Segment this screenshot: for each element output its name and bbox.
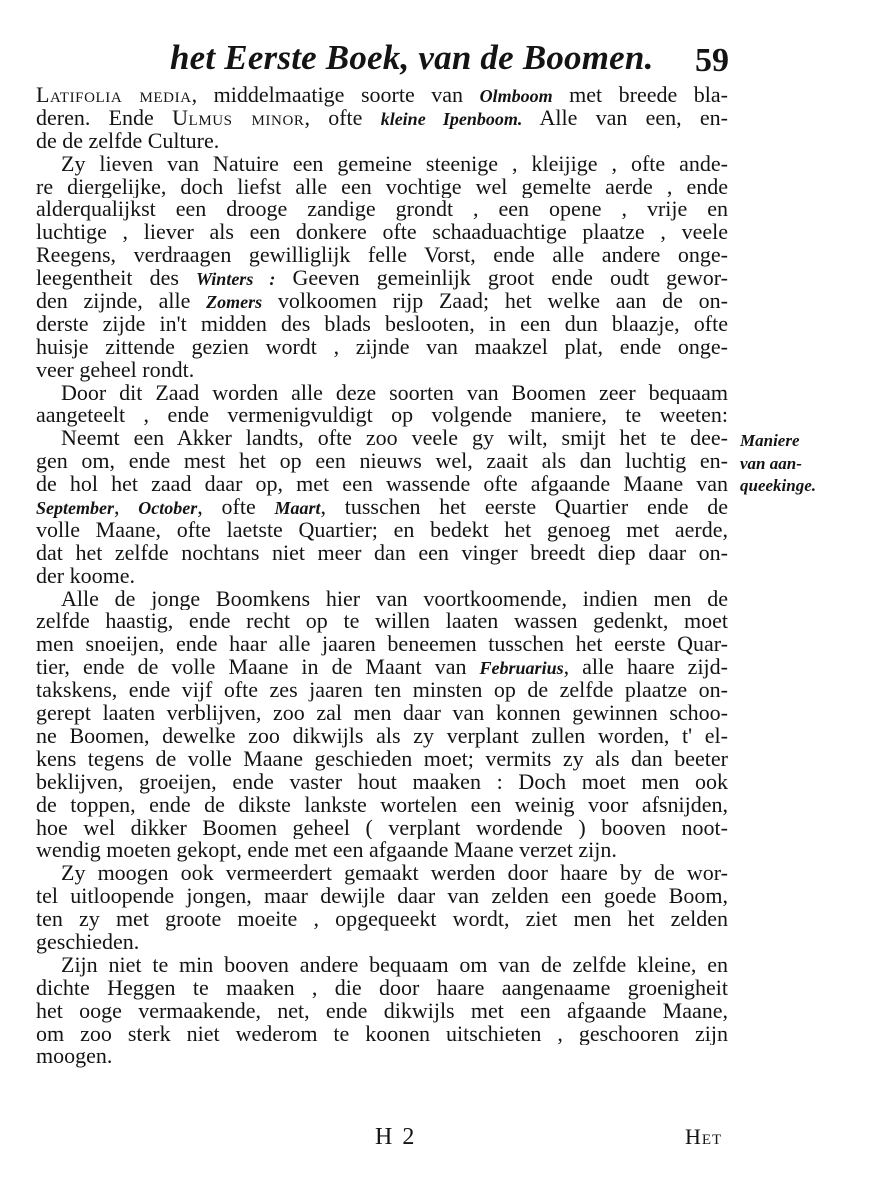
text-line [36, 588, 728, 611]
text-run: veer geheel rondt. [36, 358, 195, 382]
text-run: tel uitloopende jongen, maar dewijle daar van zelden een goede Boom, [36, 885, 728, 909]
page-footer [0, 1124, 879, 1164]
text-run: derste zijde in't midden des blads beslooten, in een dun blaazje, ofte [36, 312, 728, 336]
text-line [36, 267, 728, 290]
italic-term: Olmboom [479, 86, 553, 106]
text-line [36, 542, 728, 565]
text-run: men snoeijen, ende haar alle jaaren beneemen tusschen het eerste Quar- [36, 633, 728, 657]
text-line [36, 427, 728, 450]
text-line [36, 931, 728, 954]
margin-note-line: Maniere [740, 431, 800, 450]
text-line [36, 107, 728, 130]
text-line [36, 382, 728, 405]
small-caps-term: Latifolia media [36, 84, 192, 107]
text-run: ne Boomen, dewelke zoo dikwijls als zy verplant zullen worden, t' el- [36, 724, 728, 748]
text-run: beklijven, groeijen, ende vaster hout maaken : Doch moet men ook [36, 770, 728, 794]
text-run: , alle haare zijd- [563, 656, 728, 680]
text-run: volle Maane, ofte laetste Quartier; en bedekt het genoeg met aerde, [36, 518, 728, 542]
text-line [36, 313, 728, 336]
italic-term: Februarius [479, 658, 564, 679]
text-line [36, 290, 728, 313]
text-line [36, 496, 728, 519]
text-run: gen om, ende mest het op een nieuws wel, zaait als dan luchtig en- [36, 450, 728, 474]
text-line [36, 404, 728, 427]
text-run: deren. Ende [36, 106, 173, 130]
text-run: Zy lieven van Natuire een gemeine steenige , kleijige , ofte ande- [61, 152, 728, 176]
text-line [36, 702, 728, 725]
text-run: zelfde haastig, ende recht op te willen laaten wassen gedenkt, moet [36, 610, 728, 634]
text-run: dat het zelfde nochtans niet meer dan een vinger breedt diep daar on- [36, 541, 728, 565]
text-run: de toppen, ende de dikste lankste wortelen een weinig voor afsnijden, [36, 793, 728, 817]
text-line [36, 1023, 728, 1046]
text-run: gerept laaten verblijven, zoo zal men daar van konnen gewinnen schoo- [36, 702, 728, 725]
italic-term: Winters : [195, 269, 276, 290]
text-run: hoe wel dikker Boomen geheel ( verplant wordende ) booven noot- [36, 816, 728, 840]
text-line [36, 244, 728, 267]
text-line [36, 862, 728, 885]
text-run: Geeven gemeinlijk groot ende oudt gewor- [275, 267, 728, 291]
text-line [36, 565, 728, 588]
catchword: Het [685, 1124, 723, 1149]
text-run: takskens, ende vijf ofte zes jaaren ten minsten op de zelfde plaatze on- [36, 679, 728, 703]
text-run: leegentheit des [36, 267, 196, 291]
text-line [36, 839, 728, 862]
text-line [36, 771, 728, 794]
italic-term: kleine Ipenboom. [380, 108, 523, 129]
text-line [36, 656, 728, 679]
text-run: Door dit Zaad worden alle deze soorten van Boomen zeer bequaam [61, 381, 728, 405]
text-run: dichte Heggen te maaken , die door haare aangenaame groenigheit [36, 976, 728, 1000]
text-line [36, 359, 728, 382]
text-run: re diergelijke, doch liefst alle een vochtige wel gemelte aerde , ende [36, 175, 728, 199]
text-line [36, 176, 728, 199]
text-line [36, 794, 728, 817]
text-run: Reegens, verdraagen gewilliglijk felle Vorst, ende alle andere onge- [36, 244, 728, 268]
text-run: der koome. [36, 564, 135, 588]
text-run: volkoomen rijp Zaad; het welke aan de on- [262, 290, 728, 313]
text-line [36, 633, 728, 656]
margin-note-line: queekinge. [740, 476, 817, 495]
text-line [36, 610, 728, 633]
text-run: alderqualijkst een drooge zandige grondt , een opene , vrije en [36, 198, 728, 222]
italic-term: Zomers [206, 292, 263, 313]
text-line [36, 221, 728, 244]
margin-note [740, 430, 840, 498]
text-run: ten zy met groote moeite , opgequeekt wordt, ziet men het zelden [36, 908, 728, 931]
text-run: moogen. [36, 1045, 113, 1069]
text-line [36, 473, 728, 496]
text-run: wendig moeten gekopt, ende met een afgaande Maane verzet zijn. [36, 839, 617, 863]
italic-term: September [36, 498, 114, 519]
text-line [36, 130, 728, 153]
text-line [36, 977, 728, 1000]
text-line [36, 679, 728, 702]
text-line [36, 198, 728, 221]
text-run: tier, ende de volle Maane in de Maant van [36, 656, 480, 680]
text-line [36, 954, 728, 977]
signature-mark: H 2 [375, 1124, 417, 1150]
italic-term: Maart [274, 498, 321, 519]
text-line [36, 450, 728, 473]
text-line [36, 519, 728, 542]
text-run: om zoo sterk niet wederom te koonen uitschieten , geschooren zijn [36, 1022, 728, 1046]
text-run: kens tegens de volle Maane geschieden moet; vermits zy als dan beeter [36, 747, 728, 771]
running-title: het Eerste Boek, van de Boomen. [170, 38, 654, 77]
text-run: , ofte [304, 106, 381, 130]
text-run: den zijnde, alle [36, 290, 207, 313]
text-run: de de zelfde Culture. [36, 129, 220, 153]
text-run: Neemt een Akker landts, ofte zoo veele gy wilt, smijt het te dee- [61, 427, 728, 451]
text-run: , ofte [197, 496, 275, 519]
text-run: , middelmaatige soorte van [191, 84, 480, 107]
small-caps-term: Ulmus minor [172, 106, 305, 130]
text-line [36, 817, 728, 840]
margin-note-line: van aan- [740, 453, 802, 473]
text-run: aangeteelt , ende vermenigvuldigt op volgende maniere, te weeten: [36, 404, 728, 428]
text-line [36, 1045, 728, 1068]
text-line [36, 748, 728, 771]
text-line [36, 84, 728, 107]
page-header [0, 38, 879, 88]
text-line [36, 336, 728, 359]
text-run: , tusschen het eerste Quartier ende de [320, 496, 728, 519]
page-number: 59 [695, 42, 729, 79]
text-run: het ooge vermaakende, net, ende dikwijls met een afgaande Maane, [36, 999, 728, 1023]
text-line [36, 908, 728, 931]
text-line [36, 725, 728, 748]
text-run: Zijn niet te min booven andere bequaam om van de zelfde kleine, en [61, 953, 728, 977]
text-run: Alle de jonge Boomkens hier van voortkoomende, indien men de [61, 587, 728, 611]
text-run: huisje zittende gezien wordt , zijnde van maakzel plat, ende onge- [36, 335, 728, 359]
text-run: geschieden. [36, 930, 140, 954]
body-text [36, 84, 728, 1068]
text-run: Alle van een, en- [522, 106, 728, 130]
text-run: luchtige , liever als een donkere ofte schaaduachtige plaatze , veele [36, 221, 728, 245]
text-run: met breede bla- [552, 84, 728, 107]
italic-term: October [138, 498, 198, 519]
text-run: Zy moogen ook vermeerdert gemaakt werden door haare by de wor- [61, 862, 728, 886]
text-line [36, 885, 728, 908]
text-run: de hol het zaad daar op, met een wassende ofte afgaande Maane van [36, 473, 728, 497]
text-line [36, 153, 728, 176]
text-run: , [114, 496, 139, 519]
text-line [36, 1000, 728, 1023]
